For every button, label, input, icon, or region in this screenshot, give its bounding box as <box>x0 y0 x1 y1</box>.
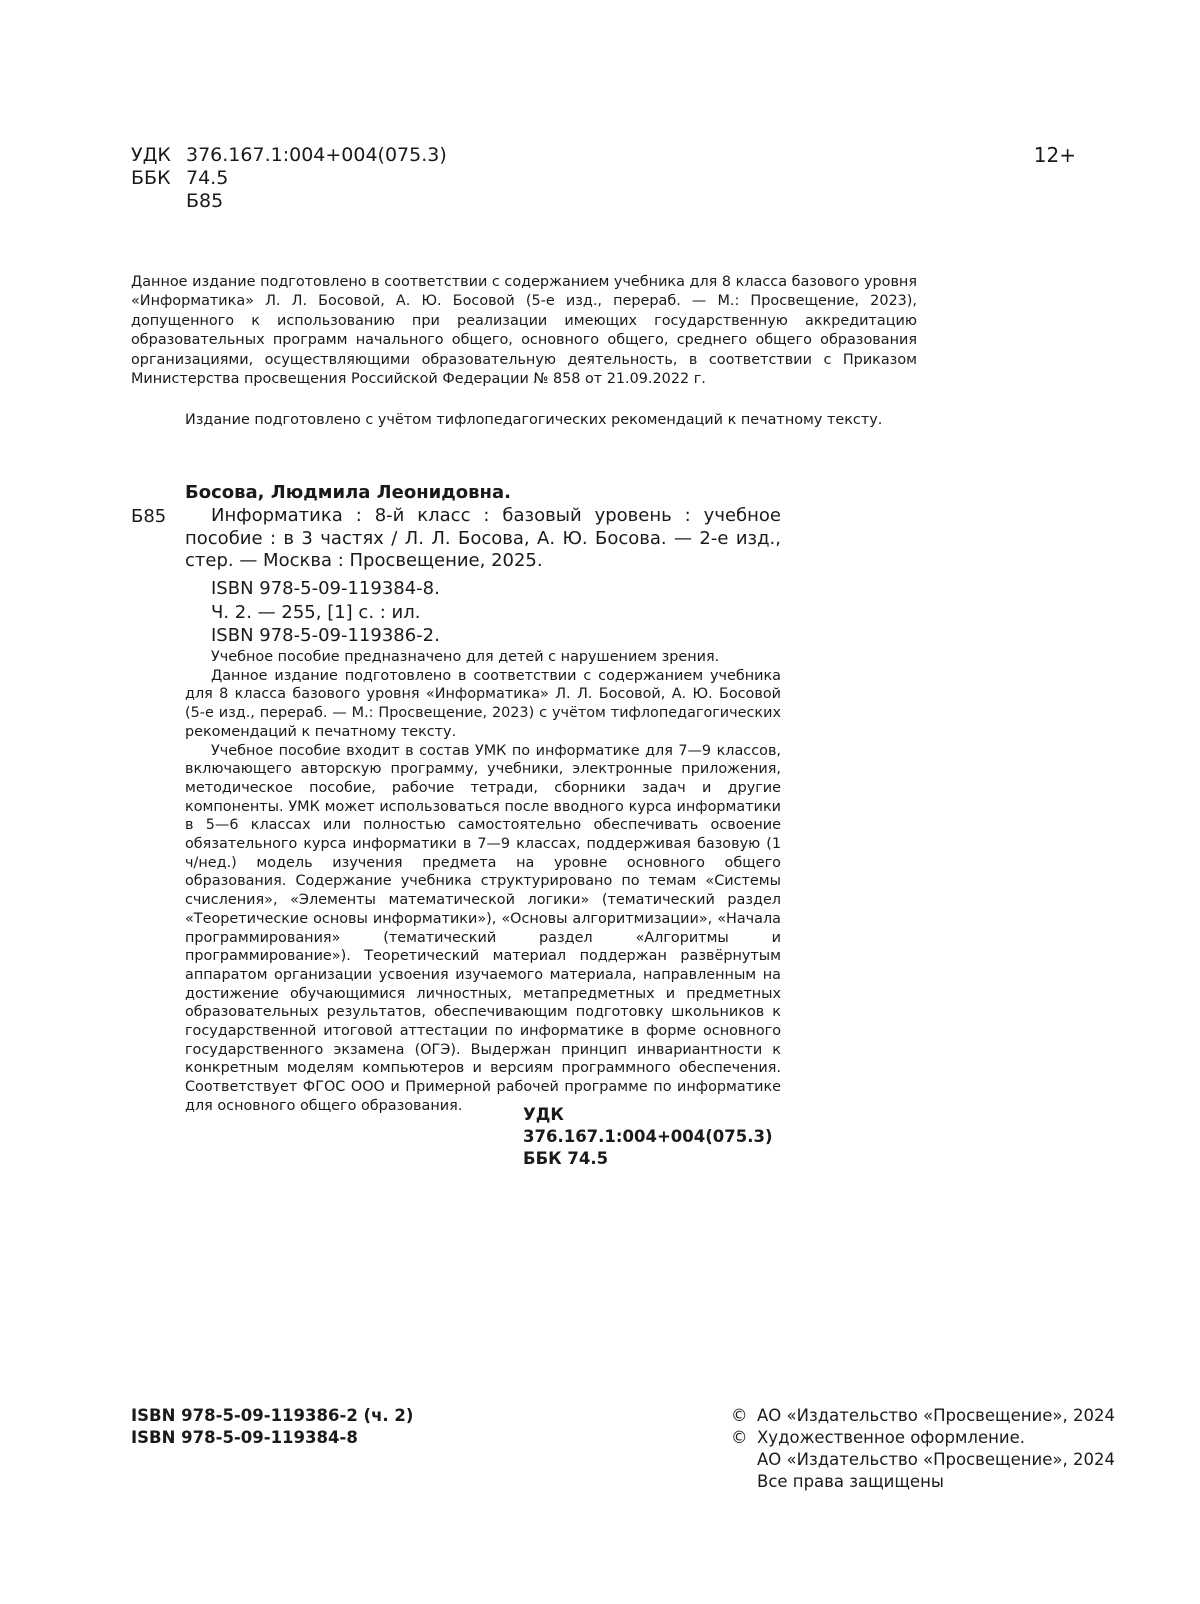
annotation-3: Учебное пособие входит в состав УМК по информатике для 7—9 классов, включающего авторскую программу, учебники, электронные приложения, методическое пособие, рабочие тетради, сборники задач и другие компоненты. УМК может использоваться после вводного курса информатики в 5—6 классах или полностью самостоятельно обеспечивать освоение обязательного курса информатики в 7—9 классах, поддерживая базовую (1 ч/нед.) модель изучения предмета на уровне основного общего образования. Содержание учебника структурировано по темам «Системы счисления», «Элементы математической логики» (тематический раздел «Теоретические основы информатики»), «Основы алгоритмизации», «Начала программирования» (тематический раздел «Алгоритмы и программирование»). Теоретический материал поддержан развёрнутым аппаратом организации усвоения изучаемого материала, направленным на достижение обучающимися личностных, метапредметных и предметных образовательных результатов, обеспечивающим подготовку школьников к государственной итоговой аттестации по информатике в форме основного государственного экзамена (ОГЭ). Выдержан принцип инвариантности к конкретным моделям компьютеров и версиям программного обеспечения. Соответствует ФГОС ООО и Примерной рабочей программе по информатике для основного общего образования. <box>185 742 781 1114</box>
copyright-row-1 <box>731 1405 1115 1427</box>
card-isbn-block <box>211 577 440 648</box>
copyright-block <box>731 1405 1115 1493</box>
bbk-value: 74.5 <box>186 167 229 189</box>
footer-isbn-part: ISBN 978-5-09-119386-2 (ч. 2) <box>131 1406 414 1425</box>
card-isbn-part: ISBN 978-5-09-119386-2. <box>211 625 440 647</box>
copyright-row-3 <box>731 1449 1115 1471</box>
bbk-row <box>131 167 447 190</box>
udk-label: УДК <box>131 144 171 166</box>
author-mark: Б85 <box>186 190 224 212</box>
udk-value: 376.167.1:004+004(075.3) <box>186 144 447 166</box>
annotation-1: Учебное пособие предназначено для детей с нарушением зрения. <box>211 649 720 665</box>
copyright-row-4 <box>731 1471 1115 1493</box>
intro-paragraph: Данное издание подготовлено в соответствии с содержанием учебника для 8 класса базового уровня «Информатика» Л. Л. Босовой, А. Ю. Босовой (5-е изд., перераб. — М.: Просвещение, 2023), допущенного к использованию при реализации имеющих государственную аккредитацию образовательных программ начального общего, основного общего, среднего общего образования организациями, осуществляющими образовательную деятельность, в соответствии с Приказом Министерства просвещения Российской Федерации № 858 от 21.09.2022 г. <box>131 274 917 388</box>
card-part: Ч. 2. — 255, [1] с. : ил. <box>211 601 421 623</box>
footer-isbn-set: ISBN 978-5-09-119384-8 <box>131 1428 358 1447</box>
author-mark-row <box>131 190 447 213</box>
age-rating: 12+ <box>1033 143 1076 167</box>
card-bbk: ББК 74.5 <box>523 1149 609 1168</box>
card-annotation <box>185 648 781 1116</box>
card-udk: УДК 376.167.1:004+004(075.3) <box>523 1105 773 1146</box>
footer-isbn-block <box>131 1405 413 1449</box>
copyright-line-1: АО «Издательство «Просвещение», 2024 <box>757 1406 1115 1425</box>
intro-note: Издание подготовлено с учётом тифлопедагогических рекомендаций к печатному тексту. <box>185 412 883 428</box>
card-classification <box>185 1104 781 1170</box>
copyright-icon: © <box>731 1428 748 1447</box>
card-title-text: Информатика : 8-й класс : базовый уровень : учебное пособие : в 3 частях / Л. Л. Босова, А. Ю. Босова. — 2-е изд., стер. — Москва : Просвещение, 2025. <box>185 505 781 572</box>
card-code: Б85 <box>131 506 167 527</box>
card-title <box>185 505 781 573</box>
annotation-2: Данное издание подготовлено в соответствии с содержанием учебника для 8 класса базового уровня «Информатика» Л. Л. Босовой, А. Ю. Босовой (5-е изд., перераб. — М.: Просвещение, 2023) с учётом тифлопедагогических рекомендаций к печатному тексту. <box>185 667 781 740</box>
copyright-row-2 <box>731 1427 1115 1449</box>
udk-row <box>131 144 447 167</box>
copyright-line-3: АО «Издательство «Просвещение», 2024 <box>757 1450 1115 1469</box>
bbk-label: ББК <box>131 167 171 189</box>
card-isbn-set: ISBN 978-5-09-119384-8. <box>211 578 440 599</box>
copyright-line-2: Художественное оформление. <box>757 1428 1026 1447</box>
copyright-icon: © <box>731 1406 748 1425</box>
classification-codes <box>131 144 447 213</box>
copyright-line-4: Все права защищены <box>757 1472 944 1491</box>
card-author: Босова, Людмила Леонидовна. <box>185 482 511 503</box>
